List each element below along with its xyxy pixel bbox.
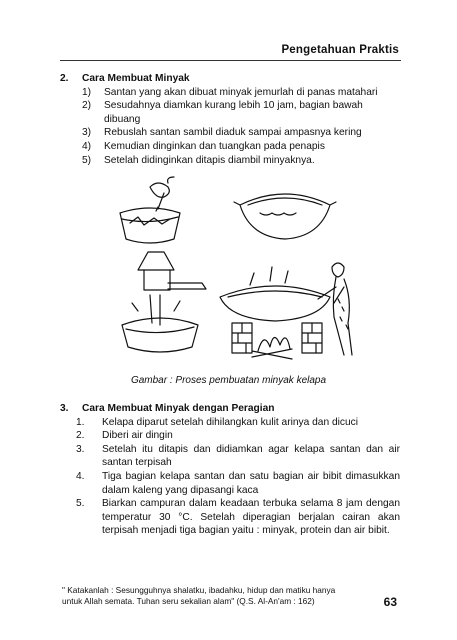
item-text: Sesudahnya diamkan kurang lebih 10 jam, bagian bawah dibuang: [104, 100, 363, 125]
item-text: Diberi air dingin: [102, 430, 173, 442]
item-number: 4.: [76, 470, 85, 482]
item-text: Biarkan campuran dalam keadaan terbuka selama 8 jam dengan temperatur 30 °C. Setelah diperagian berjalan cairan akan terpisah menjadi tiga bagian yaitu : minyak, protein dan air bibit.: [102, 498, 400, 537]
item-number: 5.: [76, 498, 85, 510]
coconut-oil-process-illustration: [110, 175, 360, 370]
section-cara-membuat-minyak: [60, 72, 400, 167]
figure-caption: Gambar : Proses pembuatan minyak kelapa: [130, 375, 327, 386]
pouring-santan-drawing: [120, 177, 180, 243]
item-number: 5): [82, 154, 92, 166]
list-item: [82, 126, 400, 140]
step-list: [76, 416, 400, 538]
item-number: 1): [82, 86, 92, 98]
list-item: [82, 99, 400, 126]
list-item: [76, 429, 400, 443]
list-item: [82, 140, 400, 154]
wok-drawing: [234, 194, 336, 239]
section-number: 3.: [60, 403, 69, 414]
press-drawing: [122, 252, 206, 352]
section-heading: [60, 402, 400, 416]
list-item: [82, 154, 400, 168]
running-header: Pengetahuan Praktis: [281, 44, 399, 56]
list-item: [82, 86, 400, 100]
list-item: [76, 416, 400, 430]
item-number: 4): [82, 140, 92, 152]
item-number: 2): [82, 100, 92, 112]
header-rule: [60, 60, 401, 61]
list-item: [76, 470, 400, 497]
item-number: 3): [82, 127, 92, 139]
footnote-line: " Katakanlah : Sesungguhnya shalatku, ibadahku, hidup dan matiku hanya: [62, 585, 336, 595]
step-list: [82, 86, 400, 168]
item-text: Setelah didinginkan ditapis diambil minyaknya.: [104, 154, 315, 166]
footnote-line: untuk Allah semata. Tuhan seru sekalian alam" (Q.S. Al-An'am : 162): [62, 596, 315, 606]
item-number: 1.: [76, 416, 85, 428]
footnote-quote: [62, 585, 382, 607]
item-number: 3.: [76, 443, 85, 455]
list-item: [76, 497, 400, 538]
item-number: 2.: [76, 430, 85, 442]
item-text: Kemudian dinginkan dan tuangkan pada penapis: [104, 140, 325, 152]
section-title: Cara Membuat Minyak: [82, 73, 190, 84]
list-item: [76, 443, 400, 470]
section-number: 2.: [60, 73, 69, 84]
section-cara-membuat-minyak-peragian: [60, 402, 400, 538]
page-number: 63: [383, 595, 397, 609]
section-heading: [60, 72, 400, 86]
item-text: Santan yang akan dibuat minyak jemurlah di panas matahari: [104, 86, 378, 98]
item-text: Rebuslah santan sambil diaduk sampai ampasnya kering: [104, 127, 362, 139]
item-text: Tiga bagian kelapa santan dan satu bagian air bibit dimasukkan dalam kaleng yang dipasangi kaca: [102, 470, 400, 496]
cooking-fire-drawing: [220, 263, 352, 359]
section-title: Cara Membuat Minyak dengan Peragian: [82, 403, 275, 414]
item-text: Kelapa diparut setelah dihilangkan kulit arinya dan dicuci: [102, 416, 358, 428]
item-text: Setelah itu ditapis dan didiamkan agar kelapa santan dan air santan terpisah: [102, 443, 400, 469]
